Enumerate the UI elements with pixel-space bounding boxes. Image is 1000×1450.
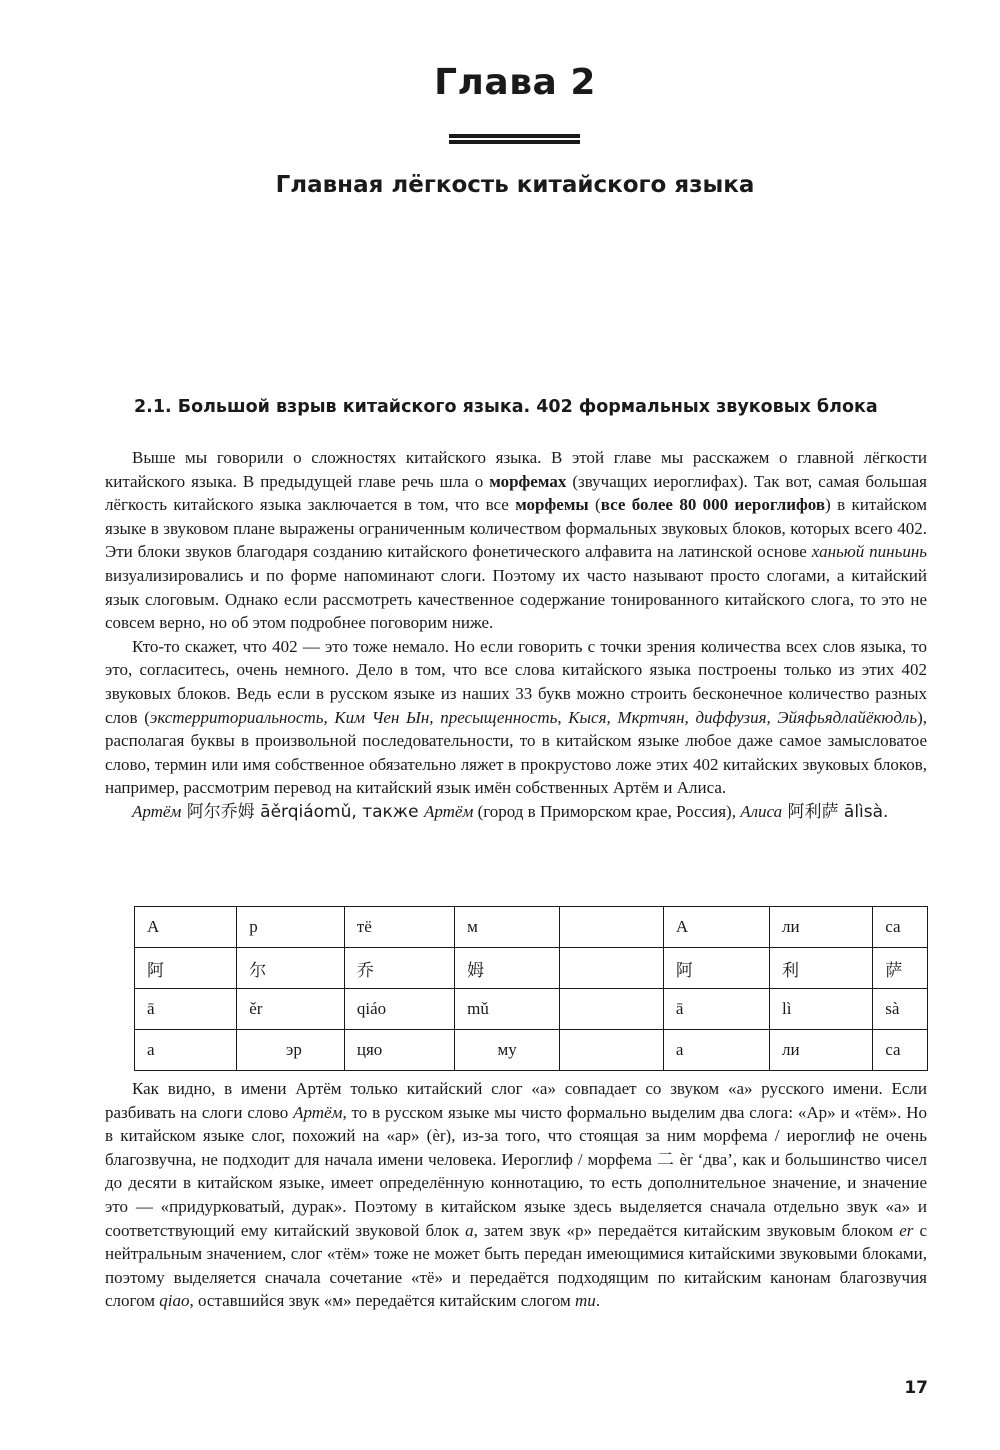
- title-rule-top: [449, 134, 580, 138]
- body-text-top: [105, 446, 927, 825]
- table-cell: са: [873, 1030, 928, 1071]
- table-cell: 乔: [344, 948, 454, 989]
- table-cell: mǔ: [455, 989, 560, 1030]
- table-cell: ли: [770, 907, 873, 948]
- table-cell: цяо: [344, 1030, 454, 1071]
- paragraph-intro: Выше мы говорили о сложностях китайского языка. В этой главе мы расскажем о главной лёгкости китайского языка. В предыдущей главе речь шла о морфемах (звучащих иероглифах). Так вот, самая большая лёгкость китайского языка заключается в том, что все морфемы (все более 80 000 иероглифов) в китайском языке в звуковом плане выражены ограниченным количеством формальных звуковых блоков, которых всего 402. Эти блоки звуков благодаря созданию китайского фонетического алфавита на латинской основе ханьюй пиньинь визуализировались и по форме напоминают слоги. Поэтому их часто называют просто слогами, а китайский язык слоговым. Однако если рассмотреть качественное содержание тонированного китайского слога, то это не совсем верно, но об этом подробнее поговорим ниже.: [105, 448, 927, 633]
- section-heading: 2.1. Большой взрыв китайского языка. 402 формальных звуковых блока: [134, 397, 878, 417]
- name-transliteration-table: [134, 906, 928, 1071]
- table-cell: [559, 1030, 663, 1071]
- table-cell: [559, 989, 663, 1030]
- page-number: 17: [904, 1378, 928, 1398]
- table-cell: му: [455, 1030, 560, 1071]
- table-cell: 利: [770, 948, 873, 989]
- table-cell: ā: [663, 989, 769, 1030]
- table-cell: 阿: [663, 948, 769, 989]
- table-cell: са: [873, 907, 928, 948]
- table-cell: а: [135, 1030, 237, 1071]
- table-cell: lì: [770, 989, 873, 1030]
- table-cell: qiáo: [344, 989, 454, 1030]
- chapter-title: Глава 2: [434, 62, 596, 103]
- table-cell: ā: [135, 989, 237, 1030]
- table-row-russian-letters: [135, 907, 928, 948]
- table-cell: тё: [344, 907, 454, 948]
- table-row-pinyin: [135, 989, 928, 1030]
- table-cell: [559, 907, 663, 948]
- paragraph-402-blocks: Кто-то скажет, что 402 — это тоже немало. Но если говорить с точки зрения количества всех слов языка, то это, согласитесь, очень немного. Дело в том, что все слова китайского языка построены только из этих 402 звуковых блоков. Ведь если в русском языке из наших 33 букв можно строить бесконечное количество разных слов (экстерриториальность, Ким Чен Ын, пресыщенность, Кыся, Мкртчян, диффузия, Эйяфьядлайёкюдль), располагая буквы в произвольной последовательности, то в китайском языке любое даже самое замысловатое слово, термин или имя собственное обязательно ляжет в прокрустово ложе этих 402 китайских звуковых блоков, например, рассмотрим перевод на китайский язык имён собственных Артём и Алиса.: [105, 636, 927, 798]
- body-text-bottom: [105, 1077, 927, 1313]
- paragraph-artyom-analysis: Как видно, в имени Артём только китайский слог «а» совпадает со звуком «а» русского имени. Если разбивать на слоги слово Артём, то в русском языке мы чисто формально выделим два слога: «Ар» и «тём». Но в китайском языке слог, похожий на «ар» (èr), из-за того, что стоящая за ним морфема / иероглиф не очень благозвучна, не подходит для начала имени человека. Иероглиф / морфема 二 èr ‘два’, как и большинство чисел до десяти в китайском языке, имеет определённую коннотацию, то есть дополнительное значение, и значение это — «придурковатый, дурак». Поэтому в китайском языке здесь выделяется сначала отдельно звук «а» и соответствующий ему китайский звуковой блок a, затем звук «р» передаётся китайским звуковым блоком er с нейтральным значением, слог «тём» тоже не может быть передан имеющимися китайскими звуковыми блоками, поэтому выделяется сначала сочетание «тё» и передаётся подходящим по китайским канонам благозвучия слогом qiao, оставшийся звук «м» передаётся китайским слогом mu.: [105, 1079, 928, 1311]
- table-cell: 姆: [455, 948, 560, 989]
- table-cell: 萨: [873, 948, 928, 989]
- table-cell: А: [663, 907, 769, 948]
- table-cell: 阿: [135, 948, 237, 989]
- table-cell: м: [455, 907, 560, 948]
- table-cell: ěr: [237, 989, 345, 1030]
- table-cell: [559, 948, 663, 989]
- table-cell: 尔: [237, 948, 345, 989]
- paragraph-names-example: Артём 阿尔乔姆 āěrqiáomǔ, также Артём (город в Приморском крае, Россия), Алиса 阿利萨 ālìsà.: [132, 801, 889, 822]
- chapter-subtitle: Главная лёгкость китайского языка: [275, 172, 755, 198]
- table-row-cyrillic-reading: [135, 1030, 928, 1071]
- table-cell: sà: [873, 989, 928, 1030]
- table-row-hieroglyphs: [135, 948, 928, 989]
- table-cell: р: [237, 907, 345, 948]
- table-cell: а: [663, 1030, 769, 1071]
- table-cell: эр: [237, 1030, 345, 1071]
- table-cell: А: [135, 907, 237, 948]
- title-rule-bottom: [449, 140, 580, 144]
- table-cell: ли: [770, 1030, 873, 1071]
